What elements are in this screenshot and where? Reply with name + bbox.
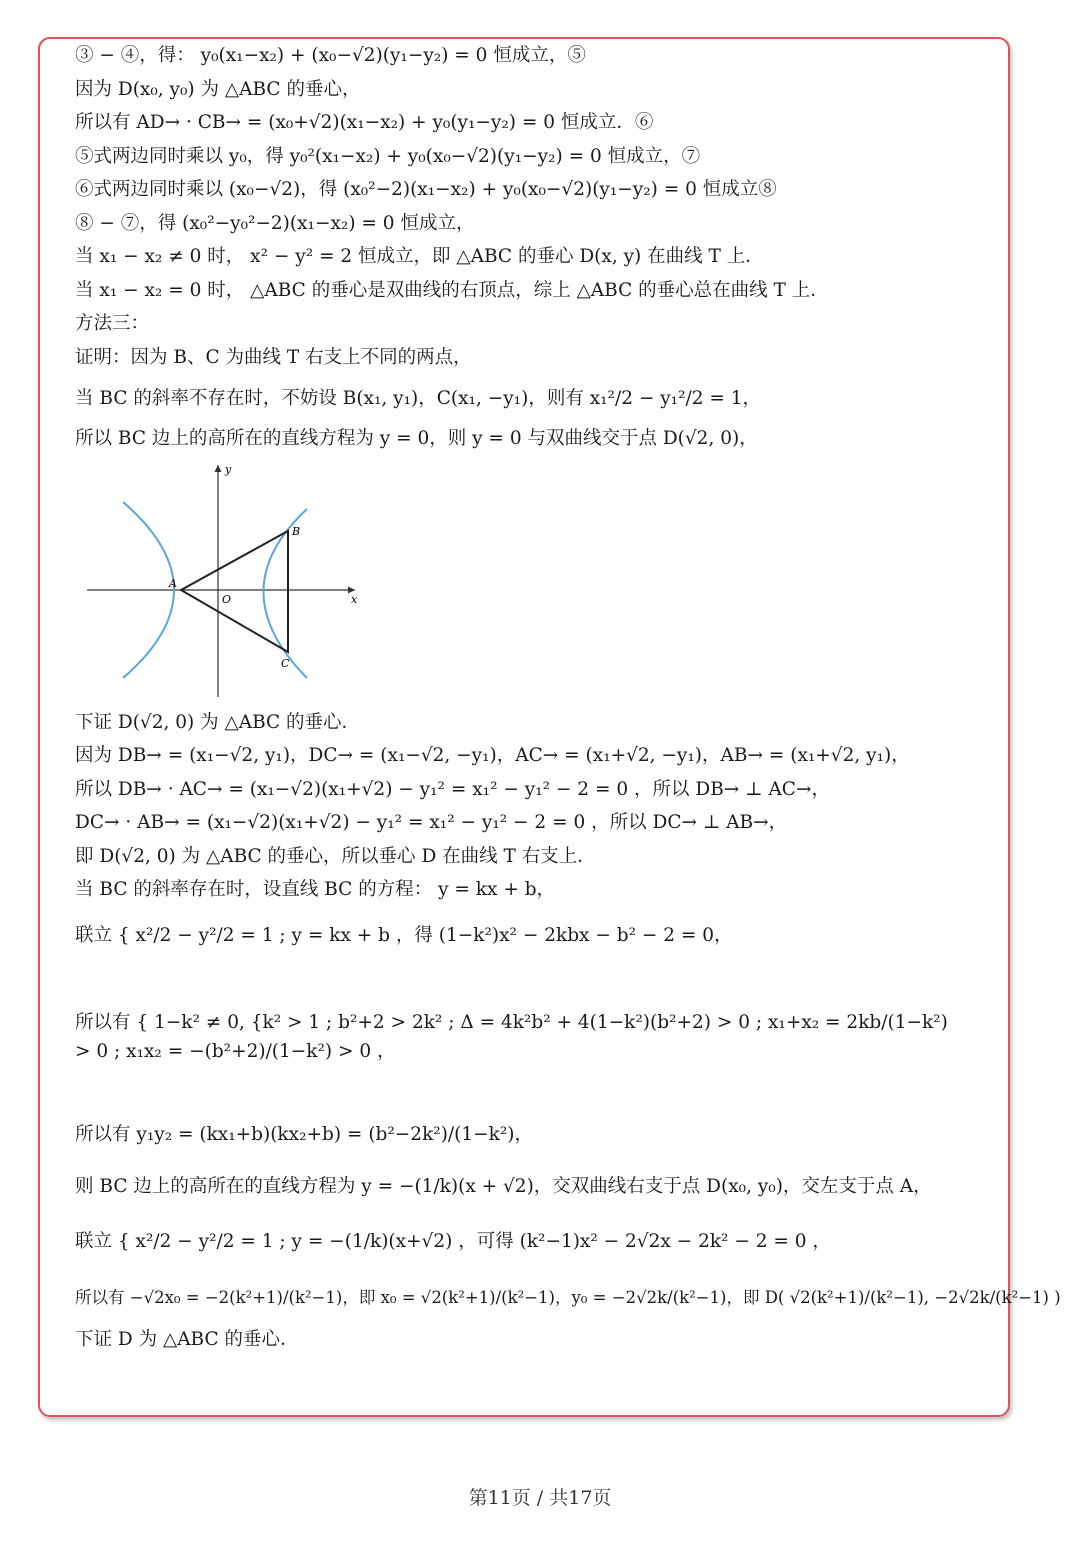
text-line: 当 BC 的斜率不存在时，不妨设 B(x₁, y₁)，C(x₁, −y₁)，则有 x₁²/2 − y₁²/2 = 1， bbox=[75, 387, 762, 409]
text-line: DC→ · AB→ = (x₁−√2)(x₁+√2) − y₁² = x₁² − y₁² − 2 = 0 ，所以 DC→ ⊥ AB→， bbox=[75, 812, 788, 834]
point-b-label: B bbox=[292, 524, 301, 538]
text-line: 当 x₁ − x₂ = 0 时， △ABC 的垂心是双曲线的右顶点，综上 △ABC 的垂心总在曲线 T 上． bbox=[75, 279, 829, 301]
document-body bbox=[75, 40, 1061, 1357]
text-line: 则 BC 边上的高所在的直线方程为 y = −(1/k)(x + √2)，交双曲线右支于点 D(x₀, y₀)，交左支于点 A， bbox=[75, 1176, 932, 1198]
text-line: 下证 D(√2, 0) 为 △ABC 的垂心． bbox=[75, 711, 361, 733]
inequality-system: 所以有 { 1−k² ≠ 0, {k² > 1 ; b²+2 > 2k² ; Δ = 4k²b² + 4(1−k²)(b²+2) > 0 ; x₁+x₂ = 2kb/(1−k²) > 0 ; x₁x₂ = −(b²+2)/(1−k²) > 0 ， bbox=[75, 1011, 948, 1062]
text-line: 所以有 y₁y₂ = (kx₁+b)(kx₂+b) = (b²−2k²)/(1−k²)， bbox=[75, 1124, 533, 1146]
text-line: ⑥式两边同时乘以 (x₀−√2)，得 (x₀²−2)(x₁−x₂) + y₀(x₀−√2)(y₁−y₂) = 0 恒成立⑧ bbox=[75, 179, 777, 201]
text-line: ③ − ④，得： y₀(x₁−x₂) + (x₀−√2)(y₁−y₂) = 0 恒成立，⑤ bbox=[75, 45, 586, 67]
equation-system: 联立 { x²/2 − y²/2 = 1 ; y = kx + b ，得 (1−k²)x² − 2kbx − b² − 2 = 0， bbox=[75, 925, 733, 947]
equation-system: 联立 { x²/2 − y²/2 = 1 ; y = −(1/k)(x+√2) ，可得 (k²−1)x² − 2√2x − 2k² − 2 = 0 ， bbox=[75, 1231, 831, 1253]
text-line: 下证 D 为 △ABC 的垂心． bbox=[75, 1328, 299, 1350]
text-line: 证明：因为 B、C 为曲线 T 右支上不同的两点， bbox=[75, 346, 472, 368]
text-line: 当 BC 的斜率存在时，设直线 BC 的方程： y = kx + b， bbox=[75, 879, 556, 901]
hyperbola-diagram bbox=[85, 457, 385, 702]
text-line: 因为 D(x₀, y₀) 为 △ABC 的垂心， bbox=[75, 78, 361, 100]
section-heading: 方法三： bbox=[75, 313, 150, 335]
hyperbola-right-branch bbox=[264, 509, 308, 678]
text-line: 所以 BC 边上的高所在的直线方程为 y = 0，则 y = 0 与双曲线交于点 D(√2, 0)， bbox=[75, 428, 758, 450]
hyperbola-figure bbox=[75, 457, 975, 707]
triangle-abc bbox=[181, 531, 288, 652]
text-line: 当 x₁ − x₂ ≠ 0 时， x² − y² = 2 恒成立，即 △ABC 的垂心 D(x, y) 在曲线 T 上． bbox=[75, 246, 764, 268]
text-line: ⑧ − ⑦，得 (x₀²−y₀²−2)(x₁−x₂) = 0 恒成立， bbox=[75, 212, 475, 234]
y-axis-label: y bbox=[225, 462, 232, 476]
page-footer: 第11页 / 共17页 bbox=[468, 1487, 612, 1509]
origin-label: O bbox=[222, 592, 232, 606]
point-c-label: C bbox=[281, 656, 290, 670]
text-line: 因为 DB→ = (x₁−√2, y₁)，DC→ = (x₁−√2, −y₁)，AC→ = (x₁+√2, −y₁)，AB→ = (x₁+√2, y₁)， bbox=[75, 745, 910, 767]
text-line: ⑤式两边同时乘以 y₀，得 y₀²(x₁−x₂) + y₀(x₀−√2)(y₁−y₂) = 0 恒成立，⑦ bbox=[75, 145, 701, 167]
text-line: 即 D(√2, 0) 为 △ABC 的垂心，所以垂心 D 在曲线 T 右支上． bbox=[75, 845, 596, 867]
text-line: 所以有 AD→ · CB→ = (x₀+√2)(x₁−x₂) + y₀(y₁−y₂) = 0 恒成立．⑥ bbox=[75, 112, 654, 134]
text-line: 所以 DB→ · AC→ = (x₁−√2)(x₁+√2) − y₁² = x₁² − y₁² − 2 = 0 ，所以 DB→ ⊥ AC→， bbox=[75, 778, 830, 800]
x-axis-label: x bbox=[351, 592, 358, 606]
text-line: 所以有 −√2x₀ = −2(k²+1)/(k²−1)，即 x₀ = √2(k²+1)/(k²−1)，y₀ = −2√2k/(k²−1)，即 D( √2(k²+1)/(k²−1), −2√2k/(k²−1) ) bbox=[75, 1287, 1061, 1307]
point-a-label: A bbox=[169, 576, 177, 590]
